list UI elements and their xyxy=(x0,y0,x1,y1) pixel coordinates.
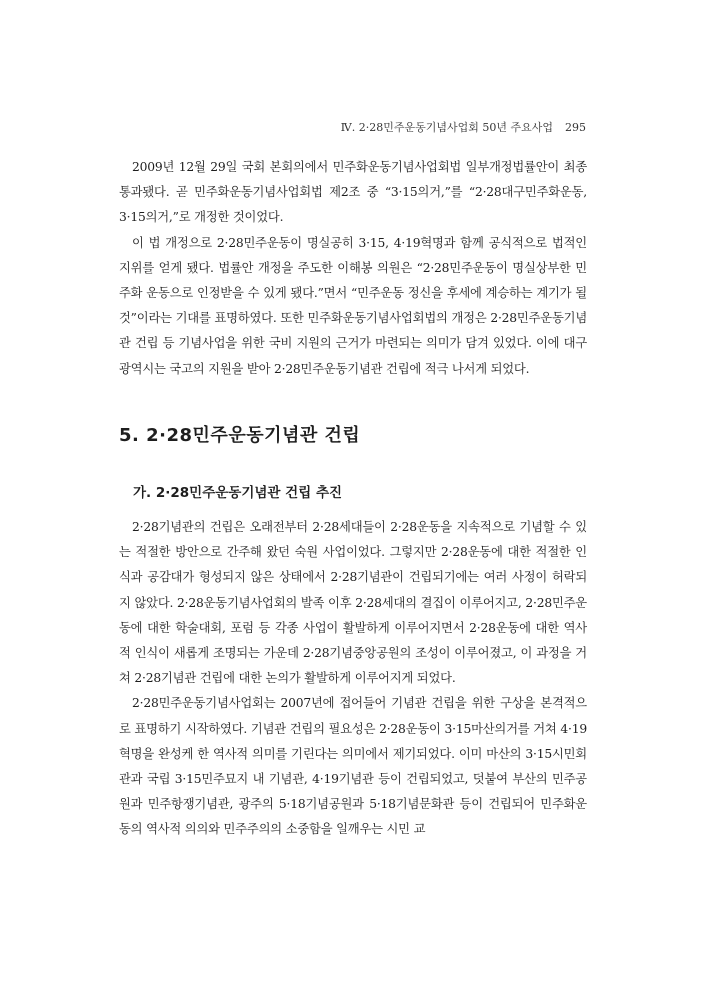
paragraph: 2·28민주운동기념사업회는 2007년에 접어들어 기념관 건립을 위한 구상을 본격적으로 표명하기 시작하였다. 기념관 건립의 필요성은 2·28운동이 3·15마산의거를 거쳐 4·19혁명을 완성케 한 역사적 의미를 기린다는 의미에서 제기되었다. 이미 마산의 3·15시민회관과 국립 3·15민주묘지 내 기념관, 4·19기념관 등이 건립되었고, 덧붙여 부산의 민주공원과 민주항쟁기념관, 광주의 5·18기념공원과 5·18기념문화관 등이 건립되어 민주화운동의 역사적 의의와 민주주의의 소중함을 일깨우는 시민 교 xyxy=(119,696,587,837)
running-title: Ⅳ. 2·28민주운동기념사업회 50년 주요사업 xyxy=(340,121,553,134)
section-intro-text xyxy=(119,155,587,382)
subsection-body-text xyxy=(119,515,587,843)
page-number: 295 xyxy=(565,121,586,134)
section-heading: 5. 2·28민주운동기념관 건립 xyxy=(119,425,361,446)
paragraph: 2009년 12월 29일 국회 본회의에서 민주화운동기념사업회법 일부개정법률안이 최종 통과됐다. 곧 민주화운동기념사업회법 제2조 중 “3·15의거,”를 “2·28대구민주화운동, 3·15의거,”로 개정한 것이었다. xyxy=(119,160,587,225)
running-header xyxy=(341,119,586,135)
subsection-heading: 가. 2·28민주운동기념관 건립 추진 xyxy=(133,485,343,501)
paragraph: 이 법 개정으로 2·28민주운동이 명실공히 3·15, 4·19혁명과 함께 공식적으로 법적인 지위를 얻게 됐다. 법률안 개정을 주도한 이해봉 의원은 “2·28민주운동이 명실상부한 민주화 운동으로 인정받을 수 있게 됐다.”면서 “민주운동 정신을 후세에 계승하는 계기가 될 것”이라는 기대를 표명하였다. 또한 민주화운동기념사업회법의 개정은 2·28민주운동기념관 건립 등 기념사업을 위한 국비 지원의 근거가 마련되는 의미가 담겨 있었다. 이에 대구광역시는 국고의 지원을 받아 2·28민주운동기념관 건립에 적극 나서게 되었다. xyxy=(119,235,587,376)
paragraph: 2·28기념관의 건립은 오래전부터 2·28세대들이 2·28운동을 지속적으로 기념할 수 있는 적절한 방안으로 간주해 왔던 숙원 사업이었다. 그렇지만 2·28운동에 대한 적절한 인식과 공감대가 형성되지 않은 상태에서 2·28기념관이 건립되기에는 여러 사정이 허락되지 않았다. 2·28운동기념사업회의 발족 이후 2·28세대의 결집이 이루어지고, 2·28민주운동에 대한 학술대회, 포럼 등 각종 사업이 활발하게 이루어지면서 2·28운동에 대한 역사적 인식이 새롭게 조명되는 가운데 2·28기념중앙공원의 조성이 이루어졌고, 이 과정을 거쳐 2·28기념관 건립에 대한 논의가 활발하게 이루어지게 되었다. xyxy=(119,520,587,686)
